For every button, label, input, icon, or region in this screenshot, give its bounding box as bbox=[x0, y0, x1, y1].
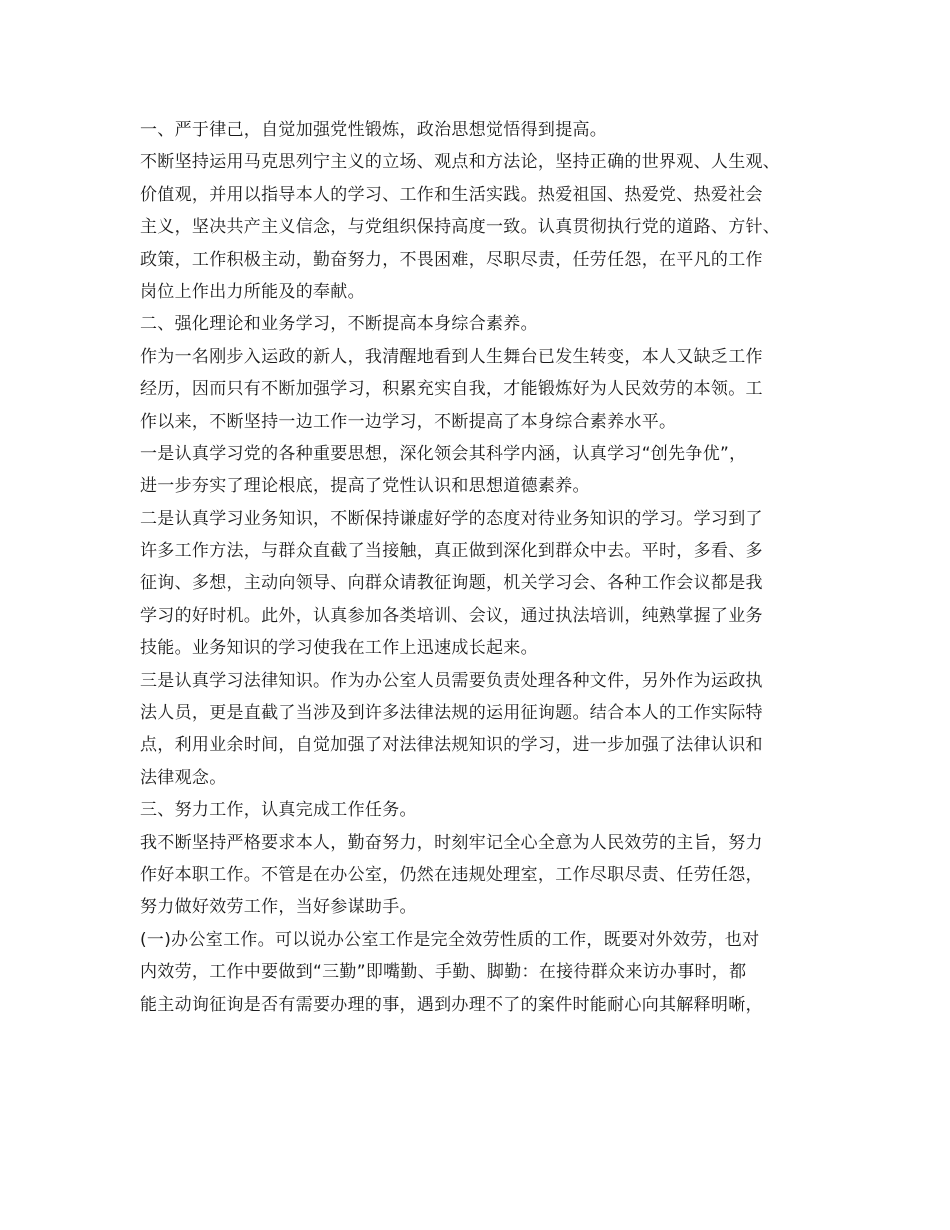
paragraph-line: 技能。业务知识的学习使我在工作上迅速成长起来。 bbox=[140, 638, 538, 659]
paragraph-line: 作为一名刚步入运政的新人，我清醒地看到人生舞台已发生转变，本人又缺乏工作 bbox=[140, 346, 763, 367]
paragraph-line: 法人员，更是直截了当涉及到许多法律法规的运用征询题。结合本人的工作实际特 bbox=[140, 703, 763, 724]
paragraph-line: 政策，工作积极主动，勤奋努力，不畏困难，尽职尽责，任劳任怨，在平凡的工作 bbox=[140, 249, 763, 270]
paragraph-line: 不断坚持运用马克思列宁主义的立场、观点和方法论，坚持正确的世界观、人生观、 bbox=[140, 152, 781, 173]
paragraph-line: 法律观念。 bbox=[140, 767, 227, 788]
paragraph-line: 作以来，不断坚持一边工作一边学习，不断提高了本身综合素养水平。 bbox=[140, 411, 677, 432]
paragraph-line: 进一步夯实了理论根底，提高了党性认识和思想道德素养。 bbox=[140, 476, 590, 497]
paragraph-line: 二是认真学习业务知识，不断保持谦虚好学的态度对待业务知识的学习。学习到了 bbox=[140, 508, 763, 529]
paragraph-line: 岗位上作出力所能及的奉献。 bbox=[140, 281, 365, 302]
paragraph-line: 努力做好效劳工作，当好参谋助手。 bbox=[140, 897, 417, 918]
heading-3: 三、努力工作，认真完成工作任务。 bbox=[140, 800, 417, 821]
paragraph-line: 作好本职工作。不管是在办公室，仍然在违规处理室，工作尽职尽责、任劳任怨， bbox=[140, 864, 763, 885]
document-body bbox=[140, 114, 820, 1021]
paragraph-line: 一是认真学习党的各种重要思想，深化领会其科学内涵，认真学习“创先争优”， bbox=[140, 443, 747, 464]
paragraph-line: 价值观，并用以指导本人的学习、工作和生活实践。热爱祖国、热爱党、热爱社会 bbox=[140, 184, 763, 205]
paragraph-line: 主义，坚决共产主义信念，与党组织保持高度一致。认真贯彻执行党的道路、方针、 bbox=[140, 217, 781, 238]
paragraph-line: 点，利用业余时间，自觉加强了对法律法规知识的学习，进一步加强了法律认识和 bbox=[140, 735, 763, 756]
heading-1: 一、严于律己，自觉加强党性锻炼，政治思想觉悟得到提高。 bbox=[140, 120, 608, 140]
paragraph-line: 内效劳，工作中要做到“三勤”即嘴勤、手勤、脚勤：在接待群众来访办事时，都 bbox=[140, 962, 747, 983]
paragraph-line: 经历，因而只有不断加强学习，积累充实自我，才能锻炼好为人民效劳的本领。工 bbox=[140, 379, 763, 400]
paragraph-line: 三是认真学习法律知识。作为办公室人员需要负责处理各种文件，另外作为运政执 bbox=[140, 670, 763, 691]
paragraph-line: (一)办公室工作。可以说办公室工作是完全效劳性质的工作，既要对外效劳，也对 bbox=[140, 929, 760, 950]
paragraph-line: 许多工作方法，与群众直截了当接触，真正做到深化到群众中去。平时，多看、多 bbox=[140, 541, 763, 562]
paragraph-line: 能主动询征询是否有需要办理的事，遇到办理不了的案件时能耐心向其解释明晰， bbox=[140, 994, 763, 1015]
heading-2: 二、强化理论和业务学习，不断提高本身综合素养。 bbox=[140, 314, 538, 335]
paragraph-line: 我不断坚持严格要求本人，勤奋努力，时刻牢记全心全意为人民效劳的主旨，努力 bbox=[140, 832, 763, 853]
paragraph-line: 征询、多想，主动向领导、向群众请教征询题，机关学习会、各种工作会议都是我 bbox=[140, 573, 763, 594]
paragraph-line: 学习的好时机。此外，认真参加各类培训、会议，通过执法培训，纯熟掌握了业务 bbox=[140, 605, 763, 626]
